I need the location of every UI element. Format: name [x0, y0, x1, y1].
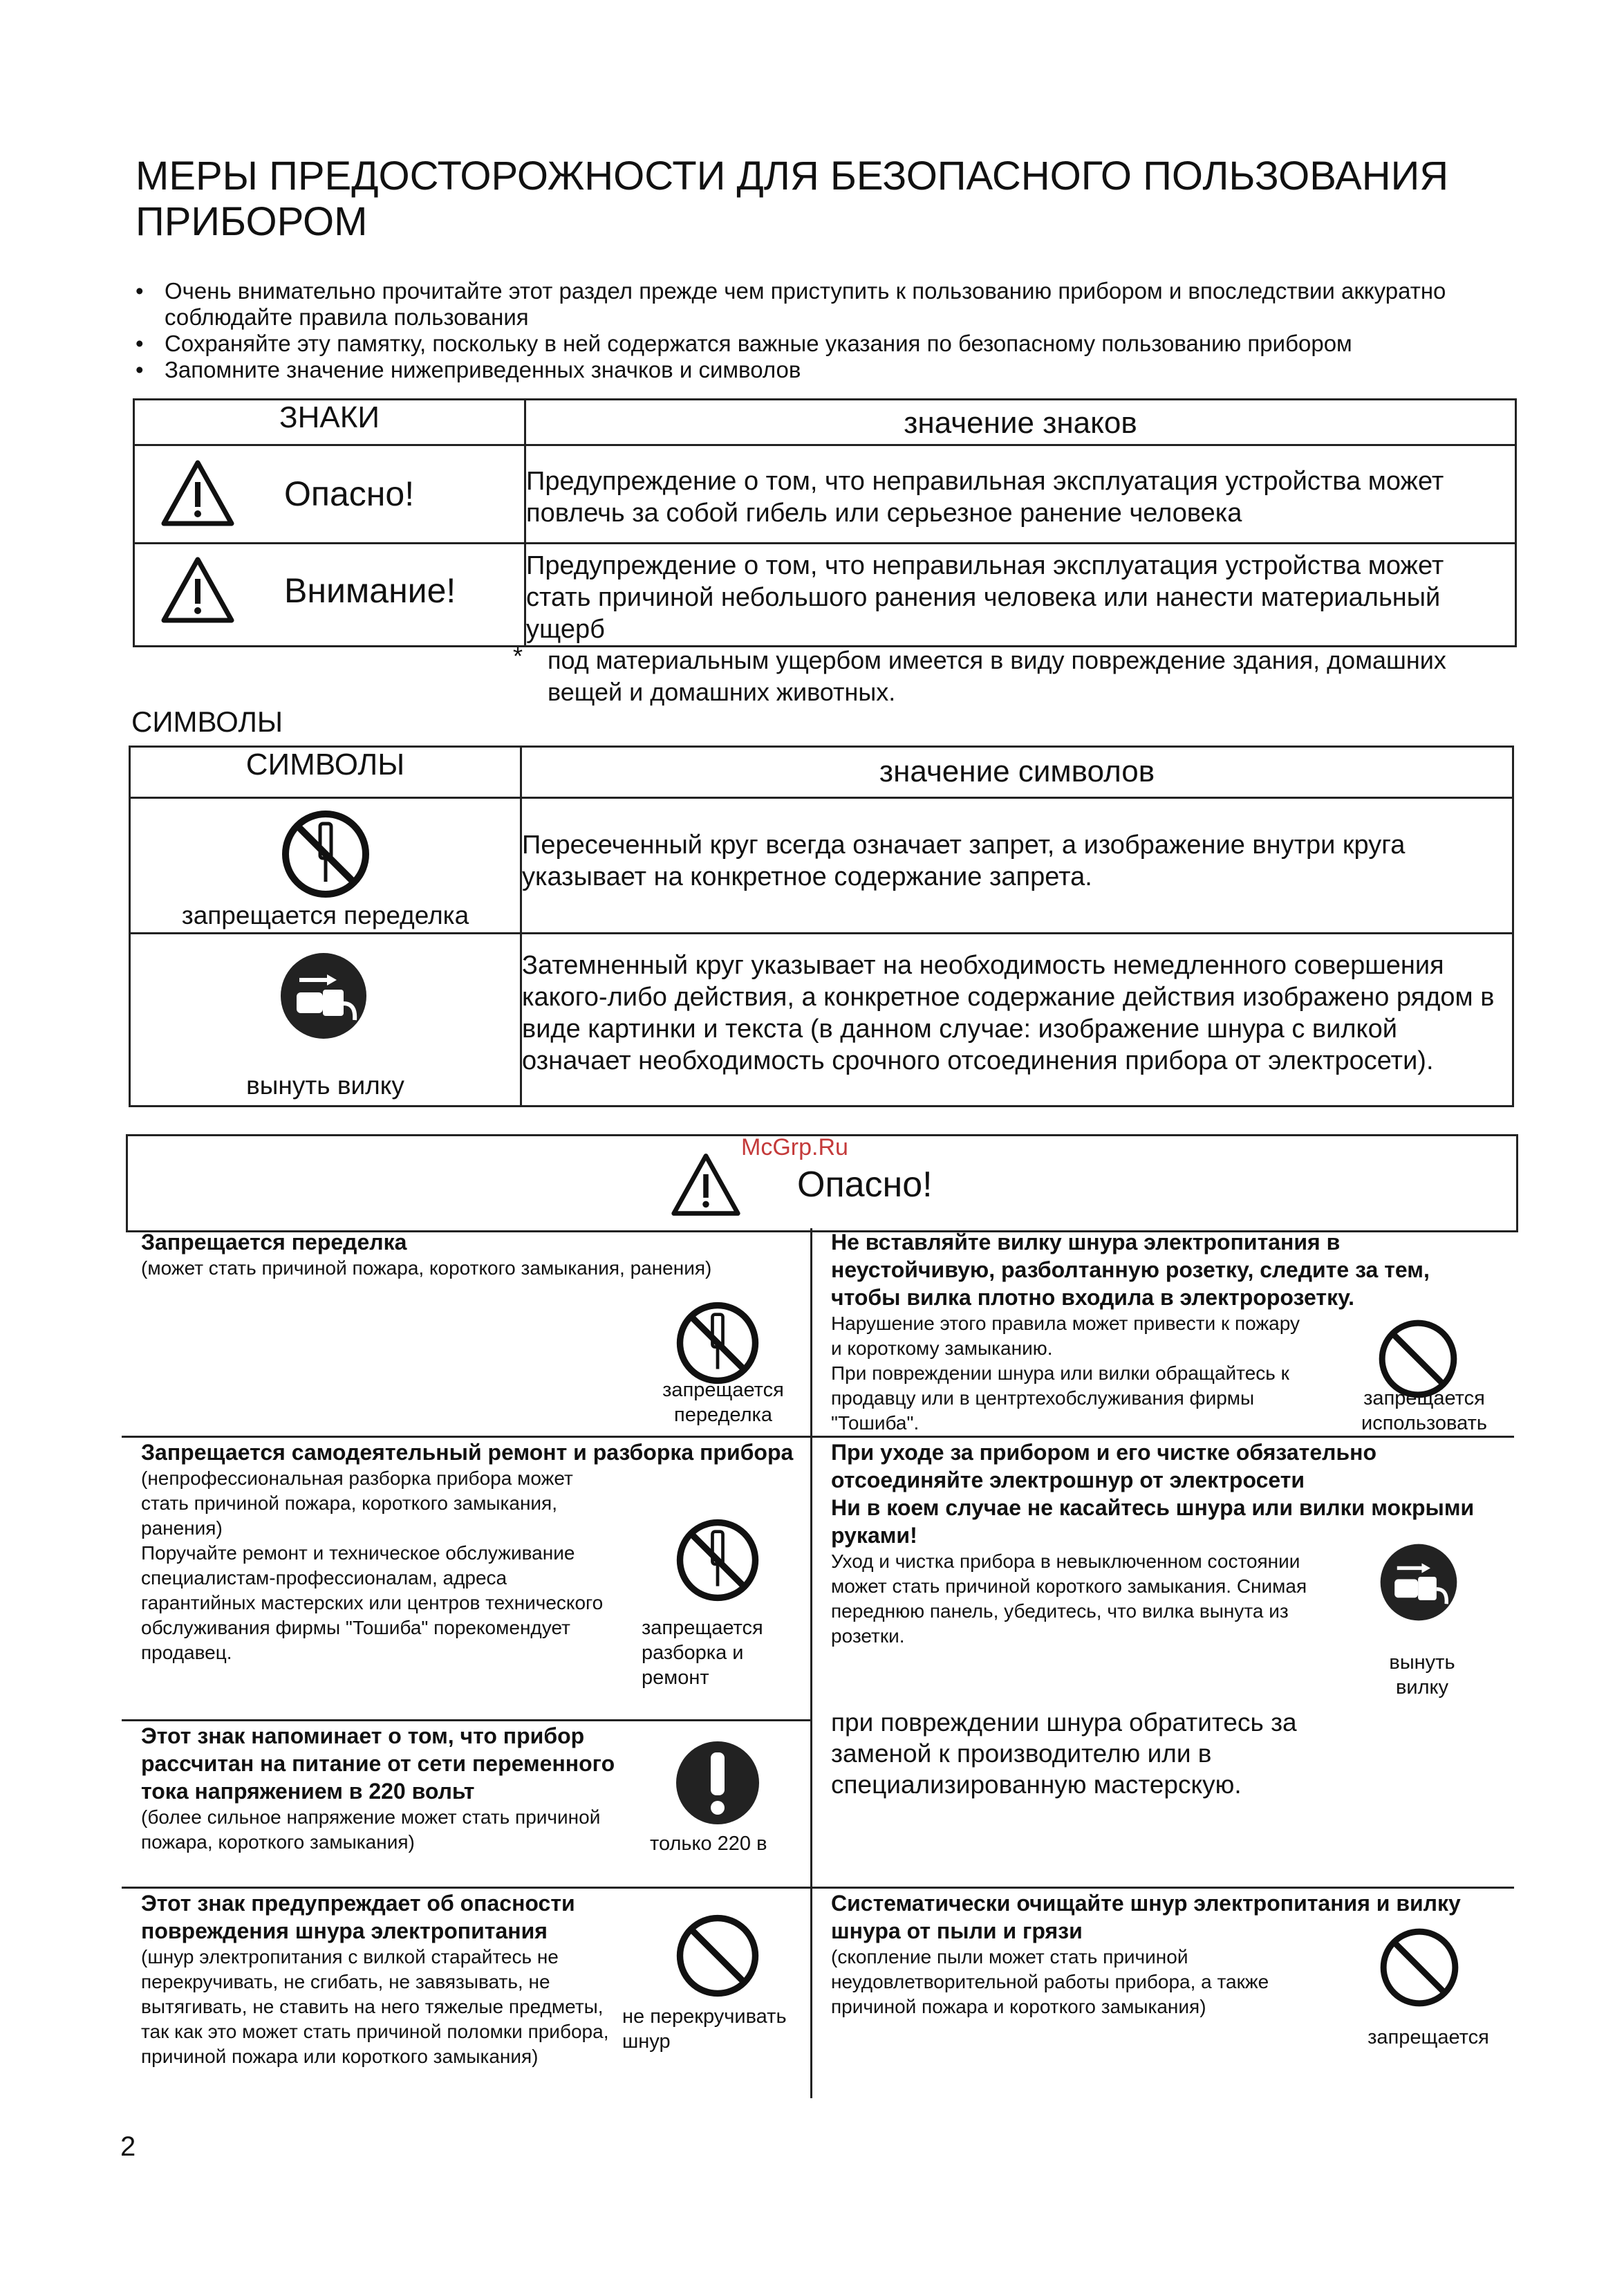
icon-caption: запрещается переделка	[662, 1379, 784, 1426]
rule-block	[141, 1722, 625, 1855]
warning-triangle-icon	[160, 459, 236, 528]
icon-caption: запрещается	[1367, 2026, 1489, 2048]
bullet-item: • Очень внимательно прочитайте этот раздел прежде чем приступить к пользованию прибором и впоследствии аккуратно соблюдайте правила пользования	[136, 278, 1491, 331]
rule-title: Этот знак напоминает о том, что прибор рассчитан на питание от сети переменного тока напряжением в 220 вольт	[141, 1723, 615, 1804]
no-modification-icon	[675, 1300, 760, 1386]
warning-triangle-icon	[670, 1151, 742, 1218]
rule-title: Запрещается самодеятельный ремонт и разборка прибора	[141, 1440, 794, 1465]
rule-body: Уход и чистка прибора в невыключенном состоянии может стать причиной короткого замыкания. Снимая переднюю панель, убедитесь, что вилка вынута из розетки.	[831, 1550, 1307, 1647]
no-modification-icon	[280, 808, 371, 900]
icon-caption: запрещается разборка и ремонт	[642, 1617, 763, 1689]
page-title: МЕРЫ ПРЕДОСТОРОЖНОСТИ ДЛЯ БЕЗОПАСНОГО ПОЛЬЗОВАНИЯ ПРИБОРОМ	[136, 154, 1449, 244]
cord-damage-note: при повреждении шнура обратитесь за заменой к производителю или в специализированную мастерскую.	[831, 1708, 1297, 1799]
symbols-table	[129, 746, 1514, 1107]
icon-caption: вынуть вилку	[1389, 1651, 1455, 1698]
bullet-item: • Запомните значение нижеприведенных значков и символов	[136, 357, 1491, 383]
icon-caption: не перекручивать шнур	[622, 2006, 787, 2053]
exclamation-icon	[675, 1740, 760, 1826]
unplug-icon	[1379, 1542, 1459, 1622]
footnote-text: под материальным ущербом имеется в виду повреждение здания, домашних вещей и домашних животных.	[548, 646, 1446, 706]
rule-body: Нарушение этого правила может привести к пожару и короткому замыканию. При повреждении шнура или вилки обращайтесь к продавцу или в центртехобслуживания фирмы "Тошиба".	[831, 1313, 1300, 1434]
icon-caption: только 220 в	[650, 1833, 767, 1855]
signs-footnote: * под материальным ущербом имеется в виду повреждение здания, домашних вещей и домашних животных.	[527, 645, 1495, 708]
symbols-col2-header: значение символов	[521, 747, 1513, 798]
bullet-item: • Сохраняйте эту памятку, поскольку в ней содержатся важные указания по безопасному пользованию прибором	[136, 331, 1491, 357]
signs-col2-header: значение знаков	[525, 400, 1516, 445]
sign-label-caution: Внимание!	[284, 571, 456, 610]
page-number: 2	[120, 2131, 136, 2162]
signs-col1-header: ЗНАКИ	[134, 400, 525, 445]
rule-title: Систематически очищайте шнур электропитания и вилку шнура от пыли и грязи	[831, 1891, 1461, 1943]
symbol-label: запрещается переделка	[181, 901, 469, 929]
danger-label: Опасно!	[797, 1165, 933, 1205]
prohibited-icon	[675, 1913, 760, 1999]
symbol-description: Затемненный круг указывает на необходимость немедленного совершения какого-либо действия, а конкретное содержание действия изображено рядом в виде картинки и текста (в данном случае: изображение шнура с вилкой означает необходимость срочного отсоединения прибора от электросети).	[521, 934, 1513, 1107]
unplug-icon	[279, 951, 368, 1041]
rule-block	[141, 1889, 625, 2069]
rule-title: Запрещается переделка	[141, 1230, 407, 1255]
symbol-label: вынуть вилку	[246, 1071, 404, 1100]
intro-bullets	[136, 278, 1491, 383]
rule-body: (непрофессиональная разборка прибора может стать причиной пожара, короткого замыкания, ранения) Поручайте ремонт и техническое обслуживание специалистам-профессионалам, адреса гарантийных мастерских или центров технического обслуживания фирмы "Тошиба" порекомендует продавец.	[141, 1468, 604, 1663]
symbol-description: Пересеченный круг всегда означает запрет, а изображение внутри круга указывает на конкретное содержание запрета.	[521, 798, 1513, 934]
rule-title: Этот знак предупреждает об опасности повреждения шнура электропитания	[141, 1891, 575, 1943]
rule-body: (скопление пыли может стать причиной неудовлетворительной работы прибора, а также причиной пожара и короткого замыкания)	[831, 1946, 1269, 2017]
no-disassembly-icon	[675, 1517, 760, 1603]
rule-block	[141, 1228, 798, 1281]
watermark: McGrp.Ru	[741, 1134, 848, 1160]
rule-title: Не вставляйте вилку шнура электропитания в неустойчивую, разболтанную розетку, следите за тем, чтобы вилка плотно входила в электророзетку.	[831, 1230, 1430, 1310]
sign-description: Предупреждение о том, что неправильная эксплуатация устройства может стать причиной небольшого ранения человека или нанести материальный ущерб	[525, 544, 1516, 647]
symbols-section-title: СИМВОЛЫ	[131, 705, 283, 738]
icon-caption: запрещается использовать	[1361, 1387, 1487, 1434]
sign-description: Предупреждение о том, что неправильная эксплуатация устройства может повлечь за собой гибель или серьезное ранение человека	[525, 445, 1516, 544]
prohibited-icon	[1379, 1927, 1460, 2008]
symbols-col1-header: СИМВОЛЫ	[130, 747, 521, 798]
rule-body: (может стать причиной пожара, короткого замыкания, ранения)	[141, 1257, 712, 1279]
rule-body: (шнур электропитания с вилкой старайтесь не перекручивать, не сгибать, не завязывать, не вытягивать, не ставить на него тяжелые предметы, так как это может стать причиной поломки прибора, причиной пожара или короткого замыкания)	[141, 1946, 609, 2067]
signs-table	[133, 398, 1517, 647]
warning-triangle-icon	[160, 555, 236, 624]
sign-label-danger: Опасно!	[284, 474, 415, 513]
rule-body: (более сильное напряжение может стать причиной пожара, короткого замыкания)	[141, 1806, 601, 1853]
rule-title: При уходе за прибором и его чистке обязательно отсоединяйте электрошнур от электросети Ни в коем случае не касайтесь шнура или вилки мокрыми руками!	[831, 1440, 1475, 1548]
danger-rules-grid	[122, 1228, 1514, 2098]
